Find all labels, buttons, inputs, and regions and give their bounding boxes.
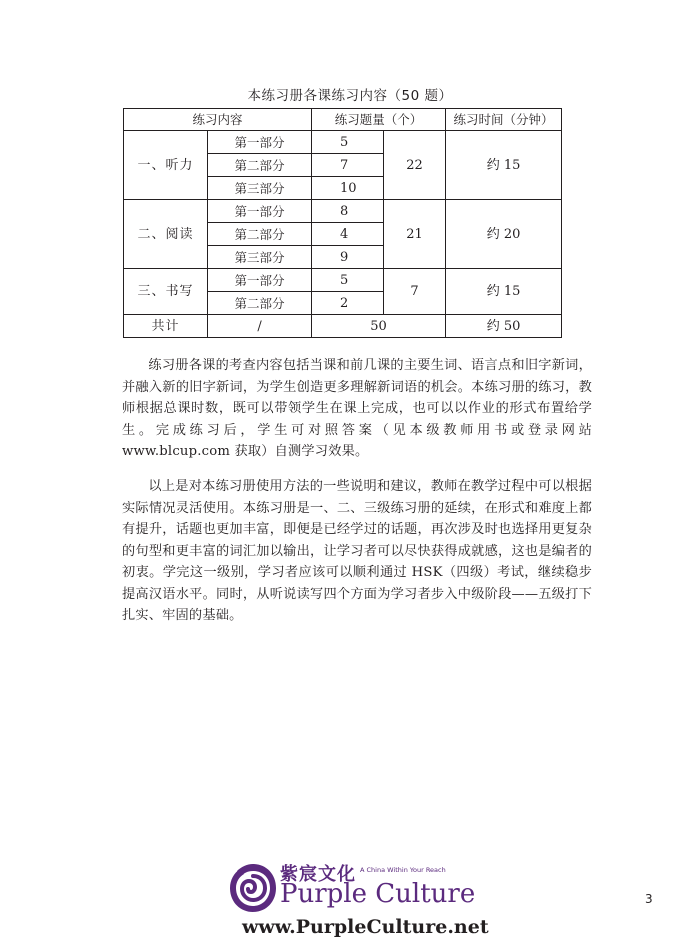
part-count: 2: [312, 292, 384, 315]
total-count: 50: [312, 315, 446, 338]
table-row: [124, 131, 562, 154]
part-count: 10: [312, 177, 384, 200]
header-content: 练习内容: [124, 109, 312, 131]
section-time: 约 15: [446, 269, 562, 315]
table-header-row: [124, 109, 562, 131]
part-label: 第二部分: [208, 223, 312, 246]
body-paragraph: 以上是对本练习册使用方法的一些说明和建议，教师在教学过程中可以根据实际情况灵活使用。本练习册是一、二、三级练习册的延续，在形式和难度上都有提升，话题也更加丰富，即便是已经学过的话题，再次涉及时也选择用更复杂的句型和更丰富的词汇加以输出，让学习者可以尽快获得成就感，这也是编者的初衷。学完这一级别，学习者应该可以顺利通过 HSK（四级）考试，继续稳步提高汉语水平。同时，从听说读写四个方面为学习者步入中级阶段——五级打下扎实、牢固的基础。: [122, 479, 592, 623]
part-count: 9: [312, 246, 384, 269]
section-subtotal: 22: [384, 131, 446, 200]
section-subtotal: 7: [384, 269, 446, 315]
body-paragraph: 练习册各课的考查内容包括当课和前几课的主要生词、语言点和旧字新词，并融入新的旧字新词，为学生创造更多理解新词语的机会。本练习册的练习，教师根据总课时数，既可以带领学生在课上完成，也可以以作业的形式布置给学生。完成练习后，学生可对照答案（见本级教师用书或登录网站 www.blcup.com 获取）自测学习效果。: [122, 358, 592, 459]
section-subtotal: 21: [384, 200, 446, 269]
part-label: 第一部分: [208, 200, 312, 223]
part-count: 5: [312, 131, 384, 154]
section-name: 一、听力: [124, 131, 208, 200]
part-label: 第一部分: [208, 131, 312, 154]
part-label: 第三部分: [208, 177, 312, 200]
logo-english-name: Purple Culture: [280, 879, 476, 909]
table-row: [124, 200, 562, 223]
logo-url: www.PurpleCulture.net: [242, 916, 489, 938]
total-slash: /: [208, 315, 312, 338]
logo-tagline: A China Within Your Reach: [360, 866, 446, 874]
publisher-logo: [228, 860, 488, 940]
table-title: 本练习册各课练习内容（50 题）: [247, 88, 453, 104]
part-count: 7: [312, 154, 384, 177]
logo-chinese-name: 紫宸文化: [280, 864, 356, 885]
exercise-table: [123, 108, 562, 338]
page-number: 3: [645, 892, 653, 906]
total-time: 约 50: [446, 315, 562, 338]
table-row: [124, 269, 562, 292]
part-count: 4: [312, 223, 384, 246]
section-name: 三、书写: [124, 269, 208, 315]
part-label: 第一部分: [208, 269, 312, 292]
header-count: 练习题量（个）: [312, 109, 446, 131]
part-label: 第二部分: [208, 154, 312, 177]
part-label: 第二部分: [208, 292, 312, 315]
section-time: 约 15: [446, 131, 562, 200]
part-label: 第三部分: [208, 246, 312, 269]
section-time: 约 20: [446, 200, 562, 269]
section-name: 二、阅读: [124, 200, 208, 269]
table-total-row: [124, 315, 562, 338]
total-label: 共计: [124, 315, 208, 338]
purple-culture-logo-icon: [228, 862, 278, 914]
part-count: 8: [312, 200, 384, 223]
header-time: 练习时间（分钟）: [446, 109, 562, 131]
part-count: 5: [312, 269, 384, 292]
